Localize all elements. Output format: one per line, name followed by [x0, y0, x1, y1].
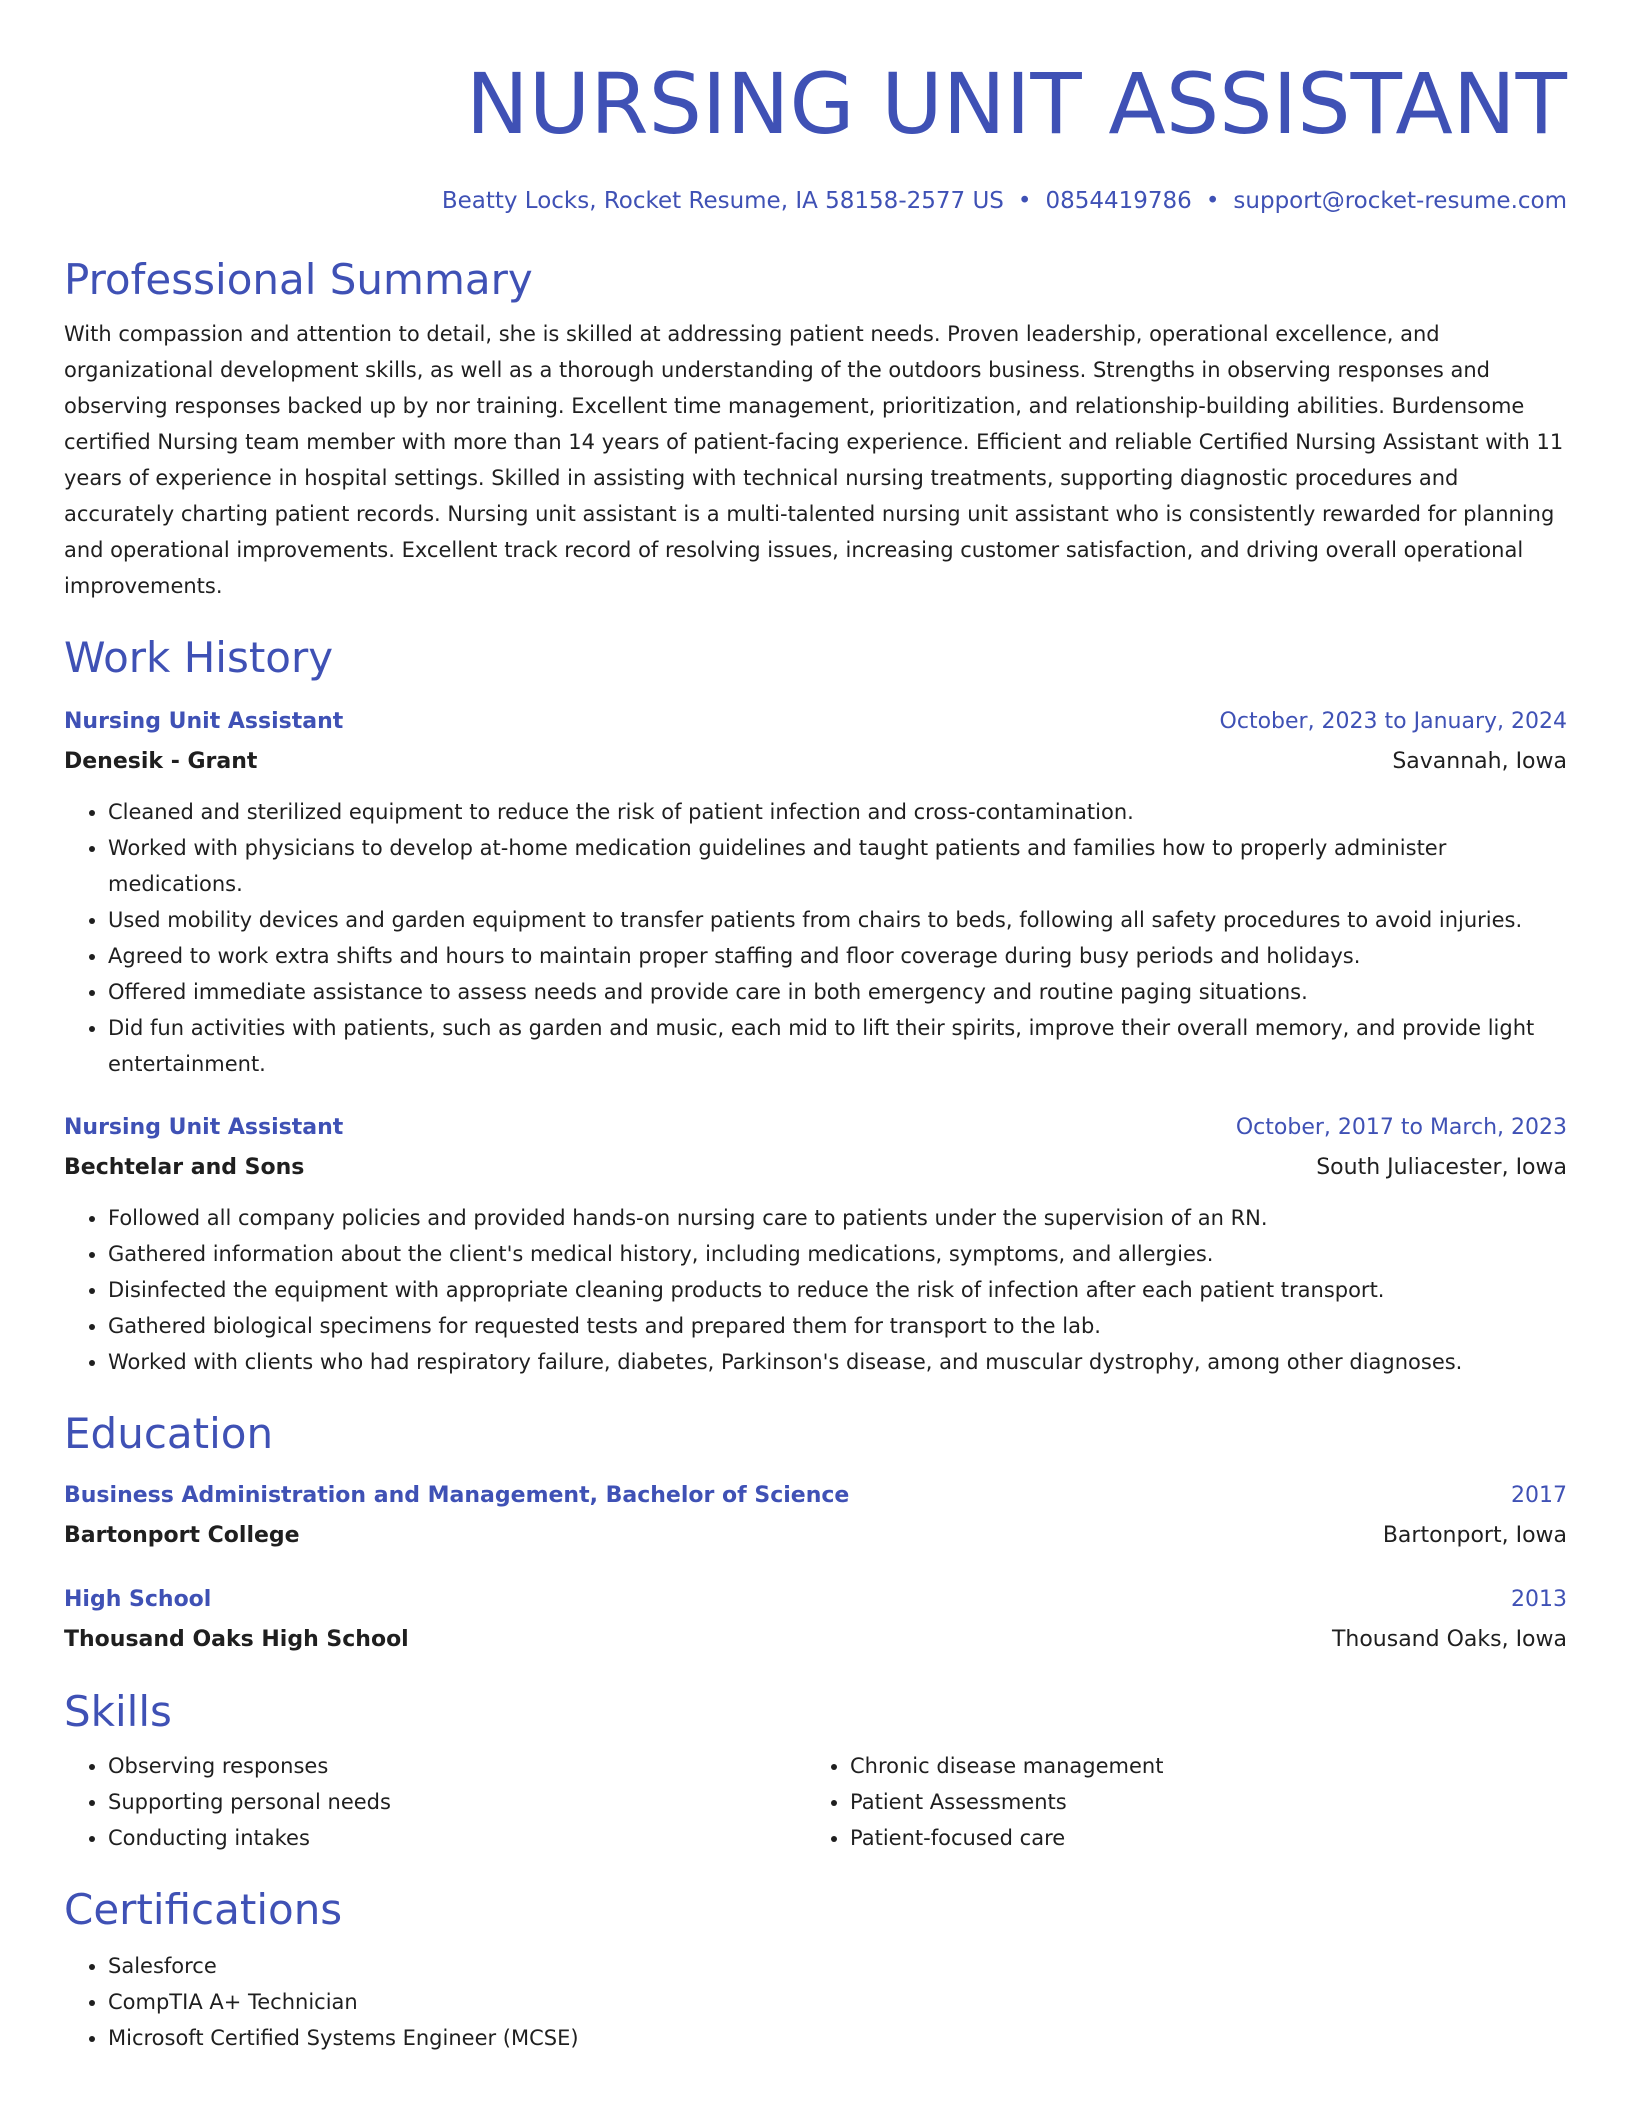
job-location: Savannah, Iowa [1392, 749, 1567, 774]
skills-list [64, 1748, 806, 1856]
education-location: Thousand Oaks, Iowa [1331, 1627, 1567, 1652]
certifications-heading: Certifications [64, 1885, 343, 1934]
resume-page [64, 0, 1567, 2056]
education-school: Bartonport College [64, 1523, 300, 1548]
job-dates: October, 2023 to January, 2024 [1219, 709, 1567, 734]
job-bullet: • Cleaned and sterilized equipment to reduce the risk of patient infection and cross-contamination. [108, 794, 1567, 830]
education-year: 2017 [1511, 1483, 1567, 1508]
education-entry [64, 1480, 1567, 1552]
education-school: Thousand Oaks High School [64, 1627, 409, 1652]
education-degree-row [64, 1584, 1567, 1616]
work-history-heading: Work History [64, 633, 334, 682]
job-company: Denesik - Grant [64, 749, 258, 774]
education-year: 2013 [1511, 1587, 1567, 1612]
certification-item: • Salesforce [108, 1948, 1567, 1984]
job-bullets [64, 1200, 1567, 1380]
job-title: Nursing Unit Assistant [64, 1115, 344, 1140]
contact-line [64, 186, 1567, 216]
skills-column-right [806, 1748, 1548, 1856]
job-bullet: • Gathered information about the client's medical history, including medications, symptoms, and allergies. [108, 1236, 1567, 1272]
job-bullet: • Followed all company policies and provided hands-on nursing care to patients under the supervision of an RN. [108, 1200, 1567, 1236]
education-entry [64, 1584, 1567, 1656]
education-degree: High School [64, 1587, 212, 1612]
skill-item: • Conducting intakes [108, 1820, 806, 1856]
work-history-section [64, 632, 1567, 1380]
summary-section [64, 254, 1567, 604]
job-company: Bechtelar and Sons [64, 1155, 305, 1180]
skill-item: • Chronic disease management [850, 1748, 1548, 1784]
contact-separator: • [1205, 188, 1220, 214]
job-bullet: • Used mobility devices and garden equipment to transfer patients from chairs to beds, following all safety procedures to avoid injuries. [108, 902, 1567, 938]
skills-section [64, 1686, 1567, 1856]
job-title-row [64, 1112, 1567, 1144]
job-bullet: • Did fun activities with patients, such as garden and music, each mid to lift their spirits, improve their overall memory, and provide light entertainment. [108, 1010, 1567, 1082]
skill-item: • Observing responses [108, 1748, 806, 1784]
job-bullet: • Agreed to work extra shifts and hours to maintain proper staffing and floor coverage during busy periods and holidays. [108, 938, 1567, 974]
job-bullet: • Disinfected the equipment with appropriate cleaning products to reduce the risk of infection after each patient transport. [108, 1272, 1567, 1308]
education-school-row [64, 1624, 1567, 1656]
certification-item: • CompTIA A+ Technician [108, 1984, 1567, 2020]
contact-email[interactable]: support@rocket-resume.com [1233, 188, 1567, 214]
education-degree-row [64, 1480, 1567, 1512]
education-section [64, 1408, 1567, 1656]
job-entry [64, 706, 1567, 1082]
education-heading: Education [64, 1409, 274, 1458]
skills-heading: Skills [64, 1687, 172, 1736]
summary-text: With compassion and attention to detail, she is skilled at addressing patient needs. Proven leadership, operational excellence, and organizational development skills, as well as a thorough understanding of the outdoors business. Strengths in observing responses and observing responses backed up by nor training. Excellent time management, prioritization, and relationship-building abilities. Burdensome certified Nursing team member with more than 14 years of patient-facing experience. Efficient and reliable Certified Nursing Assistant with 11 years of experience in hospital settings. Skilled in assisting with technical nursing treatments, supporting diagnostic procedures and accurately charting patient records. Nursing unit assistant is a multi-talented nursing unit assistant who is consistently rewarded for planning and operational improvements. Excellent track record of resolving issues, increasing customer satisfaction, and driving overall operational improvements. [64, 322, 1564, 598]
contact-separator: • [1017, 188, 1032, 214]
job-title-row [64, 706, 1567, 738]
education-location: Bartonport, Iowa [1382, 1523, 1567, 1548]
education-degree: Business Administration and Management, Bachelor of Science [64, 1483, 850, 1508]
job-bullets [64, 794, 1567, 1082]
summary-heading: Professional Summary [64, 255, 533, 304]
skill-item: • Patient-focused care [850, 1820, 1548, 1856]
resume-title: NURSING UNIT ASSISTANT [465, 55, 1567, 153]
contact-address: Beatty Locks, Rocket Resume, IA 58158-2577 US [441, 188, 1004, 214]
job-bullet: • Offered immediate assistance to assess needs and provide care in both emergency and routine paging situations. [108, 974, 1567, 1010]
job-bullet: • Worked with clients who had respiratory failure, diabetes, Parkinson's disease, and muscular dystrophy, among other diagnoses. [108, 1344, 1567, 1380]
job-bullet: • Worked with physicians to develop at-home medication guidelines and taught patients and families how to properly administer medications. [108, 830, 1567, 902]
skills-grid [64, 1748, 1567, 1856]
skill-item: • Supporting personal needs [108, 1784, 806, 1820]
skills-list [806, 1748, 1548, 1856]
skill-item: • Patient Assessments [850, 1784, 1548, 1820]
skills-column-left [64, 1748, 806, 1856]
certifications-section [64, 1884, 1567, 2056]
job-entry [64, 1112, 1567, 1380]
job-company-row [64, 1152, 1567, 1184]
certification-item: • Microsoft Certified Systems Engineer (MCSE) [108, 2020, 1567, 2056]
contact-phone: 0854419786 [1045, 188, 1192, 214]
education-school-row [64, 1520, 1567, 1552]
job-dates: October, 2017 to March, 2023 [1235, 1115, 1567, 1140]
certifications-list [64, 1948, 1567, 2056]
job-company-row [64, 746, 1567, 778]
job-location: South Juliacester, Iowa [1316, 1155, 1567, 1180]
job-bullet: • Gathered biological specimens for requested tests and prepared them for transport to the lab. [108, 1308, 1567, 1344]
job-title: Nursing Unit Assistant [64, 709, 344, 734]
